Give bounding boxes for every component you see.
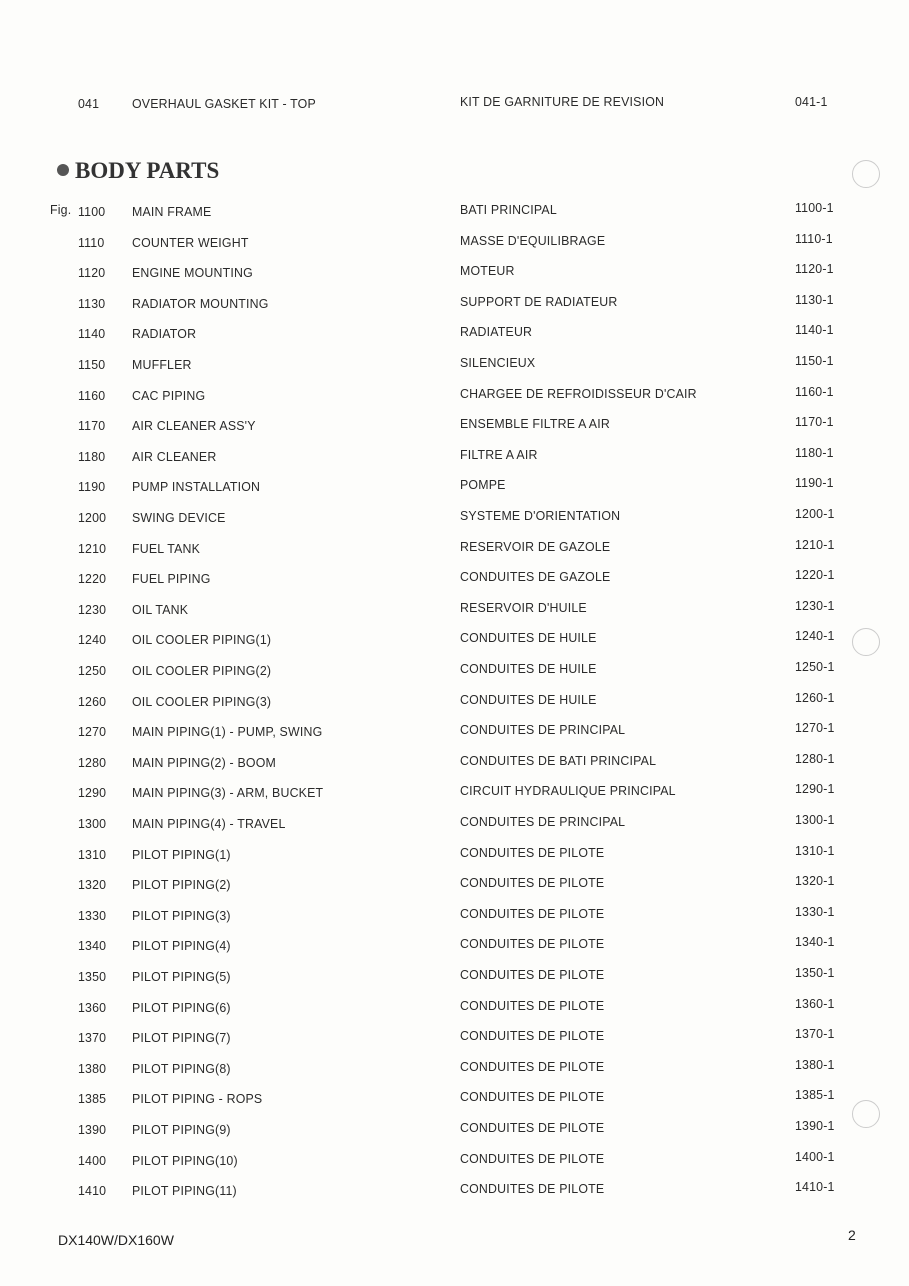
item-number: 1130	[78, 295, 106, 311]
item-french: CONDUITES DE PILOTE	[460, 1028, 605, 1044]
item-page: 1200-1	[795, 506, 835, 521]
item-name: AIR CLEANER	[132, 448, 217, 464]
item-page: 1330-1	[795, 903, 835, 919]
item-name: PILOT PIPING(1)	[132, 846, 231, 862]
item-number: 1340	[78, 938, 107, 954]
item-number: 1360	[78, 999, 107, 1015]
item-page: 1370-1	[795, 1026, 835, 1042]
item-number: 1200	[78, 510, 107, 525]
item-number: 1390	[78, 1122, 107, 1137]
item-page: 1400-1	[795, 1148, 835, 1164]
entry-page: 041-1	[795, 94, 828, 109]
item-french: CONDUITES DE PRINCIPAL	[460, 814, 626, 829]
item-name: FUEL TANK	[132, 540, 201, 556]
item-name: PILOT PIPING(8)	[132, 1060, 231, 1076]
item-french: ENSEMBLE FILTRE A AIR	[460, 416, 610, 432]
item-page: 1140-1	[795, 322, 834, 338]
item-french: SYSTEME D'ORIENTATION	[460, 508, 621, 523]
item-name: AIR CLEANER ASS'Y	[132, 418, 256, 434]
entry-number: 041	[78, 96, 100, 111]
item-name: RADIATOR MOUNTING	[132, 295, 269, 311]
item-number: 1310	[78, 846, 107, 862]
section-title: BODY PARTS	[75, 158, 220, 183]
item-name: PUMP INSTALLATION	[132, 479, 261, 495]
bullet-icon	[57, 164, 69, 176]
item-french: FILTRE A AIR	[460, 446, 538, 462]
item-page: 1150-1	[795, 353, 834, 368]
item-number: 1370	[78, 1030, 107, 1046]
item-french: CONDUITES DE PILOTE	[460, 1058, 605, 1074]
item-number: 1270	[78, 724, 107, 740]
item-french: CONDUITES DE PILOTE	[460, 967, 605, 982]
item-page: 1130-1	[795, 291, 834, 307]
item-page: 1260-1	[795, 689, 835, 705]
item-french: CONDUITES DE PILOTE	[460, 997, 605, 1013]
item-name: OIL COOLER PIPING(3)	[132, 693, 272, 709]
item-french: RADIATEUR	[460, 324, 533, 340]
item-page: 1300-1	[795, 812, 835, 827]
item-french: RESERVOIR DE GAZOLE	[460, 538, 611, 554]
item-page: 1210-1	[795, 536, 835, 552]
item-page: 1250-1	[795, 659, 835, 674]
item-page: 1230-1	[795, 597, 835, 613]
item-name: OIL COOLER PIPING(1)	[132, 632, 272, 648]
punch-hole	[852, 1100, 880, 1128]
item-number: 1230	[78, 601, 107, 617]
item-name: SWING DEVICE	[132, 510, 226, 525]
item-page: 1410-1	[795, 1179, 835, 1195]
item-page: 1310-1	[795, 842, 835, 858]
item-name: OIL COOLER PIPING(2)	[132, 663, 272, 678]
fig-prefix: Fig.	[50, 202, 72, 217]
item-page: 1240-1	[795, 628, 835, 644]
entry-name: OVERHAUL GASKET KIT - TOP	[132, 96, 316, 111]
item-number: 1400	[78, 1152, 107, 1168]
entry-french: KIT DE GARNITURE DE REVISION	[460, 94, 665, 109]
item-name: MAIN PIPING(4) - TRAVEL	[132, 816, 286, 831]
item-number: 1170	[78, 418, 106, 434]
item-number: 1290	[78, 785, 107, 801]
item-french: CONDUITES DE PILOTE	[460, 1120, 605, 1135]
item-number: 1385	[78, 1091, 107, 1107]
item-name: PILOT PIPING(6)	[132, 999, 231, 1015]
item-number: 1180	[78, 448, 106, 464]
item-number: 1190	[78, 479, 106, 495]
item-name: OIL TANK	[132, 601, 189, 617]
item-number: 1260	[78, 693, 107, 709]
item-page: 1385-1	[795, 1087, 835, 1103]
item-page: 1320-1	[795, 873, 835, 889]
item-name: CAC PIPING	[132, 387, 206, 403]
punch-hole	[852, 160, 880, 188]
item-french: SILENCIEUX	[460, 355, 536, 370]
item-number: 1120	[78, 265, 106, 281]
item-french: CONDUITES DE BATI PRINCIPAL	[460, 752, 657, 768]
item-number: 1240	[78, 632, 107, 648]
item-page: 1290-1	[795, 781, 835, 797]
item-french: POMPE	[460, 477, 506, 493]
item-name: MAIN PIPING(1) - PUMP, SWING	[132, 724, 323, 740]
item-french: CONDUITES DE PILOTE	[460, 936, 605, 952]
item-page: 1270-1	[795, 720, 835, 736]
item-page: 1180-1	[795, 444, 834, 460]
item-french: CHARGEE DE REFROIDISSEUR D'CAIR	[460, 385, 697, 401]
item-name: MAIN FRAME	[132, 204, 212, 219]
footer-page-number: 2	[848, 1227, 856, 1243]
item-french: CIRCUIT HYDRAULIQUE PRINCIPAL	[460, 783, 676, 799]
item-french: CONDUITES DE HUILE	[460, 661, 597, 676]
item-number: 1140	[78, 326, 106, 342]
item-french: SUPPORT DE RADIATEUR	[460, 293, 618, 309]
item-name: MAIN PIPING(3) - ARM, BUCKET	[132, 785, 324, 801]
item-name: PILOT PIPING - ROPS	[132, 1091, 263, 1107]
item-name: PILOT PIPING(7)	[132, 1030, 231, 1046]
item-page: 1170-1	[795, 414, 834, 430]
item-name: PILOT PIPING(9)	[132, 1122, 231, 1137]
item-page: 1160-1	[795, 383, 834, 399]
item-name: ENGINE MOUNTING	[132, 265, 253, 281]
item-french: MOTEUR	[460, 263, 515, 279]
item-page: 1100-1	[795, 200, 834, 215]
item-name: PILOT PIPING(11)	[132, 1183, 237, 1199]
section-heading	[57, 158, 219, 184]
item-number: 1320	[78, 877, 107, 893]
item-french: CONDUITES DE GAZOLE	[460, 569, 611, 585]
item-french: CONDUITES DE PRINCIPAL	[460, 722, 626, 738]
item-page: 1380-1	[795, 1056, 835, 1072]
item-french: CONDUITES DE PILOTE	[460, 875, 605, 891]
item-french: MASSE D'EQUILIBRAGE	[460, 232, 606, 248]
item-name: COUNTER WEIGHT	[132, 234, 249, 250]
item-french: CONDUITES DE HUILE	[460, 630, 597, 646]
item-page: 1190-1	[795, 475, 834, 491]
item-page: 1110-1	[795, 230, 833, 246]
item-name: PILOT PIPING(10)	[132, 1152, 238, 1168]
item-number: 1210	[78, 540, 107, 556]
item-page: 1120-1	[795, 261, 834, 277]
item-number: 1220	[78, 571, 107, 587]
item-name: FUEL PIPING	[132, 571, 211, 587]
item-name: RADIATOR	[132, 326, 197, 342]
item-french: RESERVOIR D'HUILE	[460, 599, 587, 615]
punch-hole	[852, 628, 880, 656]
item-number: 1150	[78, 357, 106, 372]
item-french: CONDUITES DE PILOTE	[460, 1089, 605, 1105]
item-french: CONDUITES DE PILOTE	[460, 1150, 605, 1166]
item-page: 1350-1	[795, 965, 835, 980]
item-name: PILOT PIPING(3)	[132, 907, 231, 923]
item-name: MUFFLER	[132, 357, 192, 372]
item-page: 1390-1	[795, 1118, 835, 1133]
item-number: 1250	[78, 663, 107, 678]
item-name: PILOT PIPING(4)	[132, 938, 231, 954]
item-french: CONDUITES DE PILOTE	[460, 844, 605, 860]
item-page: 1360-1	[795, 995, 835, 1011]
item-page: 1280-1	[795, 750, 835, 766]
item-page: 1220-1	[795, 567, 835, 583]
item-number: 1160	[78, 387, 106, 403]
item-number: 1380	[78, 1060, 107, 1076]
item-number: 1350	[78, 969, 107, 984]
item-number: 1280	[78, 754, 107, 770]
item-name: PILOT PIPING(5)	[132, 969, 231, 984]
item-french: CONDUITES DE PILOTE	[460, 1181, 605, 1197]
item-french: BATI PRINCIPAL	[460, 202, 557, 217]
item-page: 1340-1	[795, 934, 835, 950]
footer-model: DX140W/DX160W	[58, 1232, 174, 1248]
item-name: MAIN PIPING(2) - BOOM	[132, 754, 276, 770]
item-french: CONDUITES DE PILOTE	[460, 905, 605, 921]
item-name: PILOT PIPING(2)	[132, 877, 231, 893]
item-number: 1100	[78, 204, 106, 219]
item-french: CONDUITES DE HUILE	[460, 691, 597, 707]
item-number: 1330	[78, 907, 107, 923]
item-number: 1410	[78, 1183, 107, 1199]
item-number: 1110	[78, 234, 105, 250]
item-number: 1300	[78, 816, 107, 831]
